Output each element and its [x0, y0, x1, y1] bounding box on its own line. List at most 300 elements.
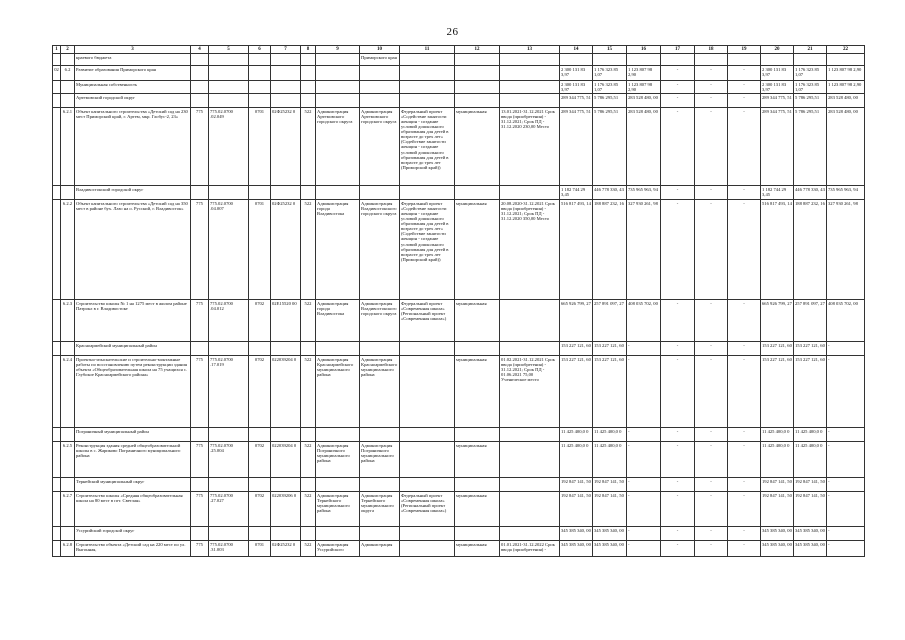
table-cell-col-2: 6.2 — [61, 66, 75, 81]
table-cell-col-7 — [271, 342, 301, 356]
table-cell-col-8 — [301, 428, 316, 442]
table-cell-col-14: 345 385 340, 00 — [560, 541, 593, 557]
table-row — [53, 527, 865, 541]
table-cell-col-20: 289 344 775, 51 — [761, 108, 794, 186]
table-cell-col-3: Муниципальная собственность — [75, 81, 191, 94]
table-row — [53, 478, 865, 492]
table-cell-col-11 — [400, 527, 455, 541]
column-number-18: 18 — [695, 46, 728, 54]
table-cell-col-21: 345 385 340, 00 — [794, 527, 827, 541]
table-cell-col-20 — [761, 54, 794, 66]
table-cell-col-14: 192 847 141, 50 — [560, 492, 593, 527]
table-cell-col-11: Федеральный проект «Содействие занятости женщин - создание условий дошкольного образования для детей в возрасте до трех лет» (Содействие занятости женщин - создание условий дошкольного образования для детей в возрасте до трех лет (Приморский край)) — [400, 200, 455, 300]
table-cell-col-10 — [360, 478, 400, 492]
table-cell-col-1 — [53, 442, 61, 478]
table-cell-col-17: - — [661, 356, 695, 428]
table-cell-col-9: Администрация города Владивостока — [316, 300, 360, 342]
table-cell-col-15: 345 385 340, 00 — [593, 527, 627, 541]
table-cell-col-11 — [400, 186, 455, 200]
table-cell-col-4 — [191, 66, 209, 81]
table-cell-col-22: - — [827, 342, 865, 356]
table-cell-col-7: 02Ф25232 0 — [271, 200, 301, 300]
table-cell-col-3: Объект капитального строительства «Детский сад на 230 мест Приморский край, г. Артем, мкр. Глобус-2, 23» — [75, 108, 191, 186]
table-cell-col-9 — [316, 428, 360, 442]
table-cell-col-16: 1 123 807 98 2,90 — [627, 81, 661, 94]
table-cell-col-17: - — [661, 478, 695, 492]
table-cell-col-8: 522 — [301, 492, 316, 527]
table-cell-col-15: 11 425 400,0 0 — [593, 428, 627, 442]
table-cell-col-15: 192 847 141, 50 — [593, 492, 627, 527]
table-cell-col-1 — [53, 527, 61, 541]
table-cell-col-2 — [61, 527, 75, 541]
table-cell-col-20: 2 300 131 83 3,97 — [761, 81, 794, 94]
table-cell-col-3: Строительство объекта «Детский сад на 220 мест по ул. Выгонная, — [75, 541, 191, 557]
table-cell-col-20: 192 847 141, 50 — [761, 492, 794, 527]
table-cell-col-12: муниципальная — [455, 541, 500, 557]
column-number-16: 16 — [627, 46, 661, 54]
table-cell-col-4 — [191, 428, 209, 442]
table-cell-col-15: 5 786 295,51 — [593, 94, 627, 108]
table-cell-col-17: - — [661, 428, 695, 442]
table-cell-col-1 — [53, 478, 61, 492]
table-cell-col-21: 153 227 121, 60 — [794, 342, 827, 356]
table-cell-col-19: - — [728, 94, 761, 108]
table-cell-col-22: 283 528 480, 00 — [827, 108, 865, 186]
table-cell-col-3: Реконструкция здания средней общеобразовательной школы в с. Жариково Пограничного муниципального района — [75, 442, 191, 478]
table-cell-col-10: Администрация — [360, 541, 400, 557]
table-cell-col-10: Администрация Владивостокского городского округа — [360, 300, 400, 342]
table-cell-col-8: 522 — [301, 200, 316, 300]
table-cell-col-14: 665 926 799, 27 — [560, 300, 593, 342]
table-cell-col-10 — [360, 94, 400, 108]
table-cell-col-11 — [400, 342, 455, 356]
table-cell-col-7: 02Е15520 00 — [271, 300, 301, 342]
table-cell-col-15: 153 227 121, 60 — [593, 356, 627, 428]
table-cell-col-6: 0702 — [249, 356, 271, 428]
table-cell-col-13 — [500, 428, 560, 442]
table-row — [53, 342, 865, 356]
table-cell-col-21: 5 786 295,51 — [794, 94, 827, 108]
table-cell-col-17: - — [661, 81, 695, 94]
table-cell-col-22: - — [827, 541, 865, 557]
column-number-13: 13 — [500, 46, 560, 54]
table-cell-col-21: 192 847 141, 50 — [794, 478, 827, 492]
table-cell-col-13 — [500, 54, 560, 66]
table-cell-col-2: 6.2.4 — [61, 356, 75, 428]
table-cell-col-15: 11 425 400,0 0 — [593, 442, 627, 478]
table-cell-col-20: 345 385 340, 00 — [761, 541, 794, 557]
table-cell-col-22: 327 930 261, 98 — [827, 200, 865, 300]
table-cell-col-3: Тернейский муниципальный округ — [75, 478, 191, 492]
table-cell-col-16: 1 123 807 98 2,90 — [627, 66, 661, 81]
table-cell-col-2 — [61, 54, 75, 66]
table-cell-col-8 — [301, 478, 316, 492]
table-cell-col-16: 283 528 480, 00 — [627, 108, 661, 186]
table-cell-col-11: Федеральный проект «Современная школа» (Региональный проект «Современная школа») — [400, 492, 455, 527]
table-cell-col-3: Строительство школы № 1 на 1275 мест в жилом районе Патрокл в г. Владивостоке — [75, 300, 191, 342]
table-row — [53, 492, 865, 527]
table-cell-col-2 — [61, 478, 75, 492]
table-cell-col-8 — [301, 342, 316, 356]
table-cell-col-3: Владивостокский городской округ — [75, 186, 191, 200]
table-cell-col-11 — [400, 541, 455, 557]
table-cell-col-3: Строительство школы «Средняя общеобразовательная школа на 80 мест в пгт. Светлая» — [75, 492, 191, 527]
table-cell-col-11: Федеральный проект «Современная школа» (Региональный проект «Современная школа») — [400, 300, 455, 342]
table-cell-col-7: 022039204 0 — [271, 356, 301, 428]
table-cell-col-7: 02Ф25232 0 — [271, 108, 301, 186]
table-cell-col-2 — [61, 94, 75, 108]
table-cell-col-1 — [53, 200, 61, 300]
table-cell-col-16: - — [627, 428, 661, 442]
table-cell-col-20: 665 926 799, 27 — [761, 300, 794, 342]
table-cell-col-9: Администрация Уссурийского — [316, 541, 360, 557]
table-cell-col-5: 775.02.0700 .04.007 — [209, 200, 249, 300]
table-cell-col-1 — [53, 300, 61, 342]
table-cell-col-21: 188 887 232, 16 — [794, 200, 827, 300]
table-cell-col-6 — [249, 186, 271, 200]
table-cell-col-12 — [455, 54, 500, 66]
table-cell-col-22: 408 035 702, 00 — [827, 300, 865, 342]
table-cell-col-1 — [53, 186, 61, 200]
table-cell-col-13: 13.01.2021-31.12.2021 Срок ввода (приобретения) - 31.12.2021; Срок ПД - 31.12.2020 230,00 Место — [500, 108, 560, 186]
table-cell-col-12: муниципальная — [455, 108, 500, 186]
table-cell-col-9: Администрация города Владивостока — [316, 200, 360, 300]
table-cell-col-6 — [249, 478, 271, 492]
table-cell-col-12 — [455, 342, 500, 356]
table-cell-col-12 — [455, 66, 500, 81]
table-cell-col-8: 522 — [301, 108, 316, 186]
table-cell-col-4 — [191, 478, 209, 492]
table-cell-col-22: - — [827, 356, 865, 428]
table-cell-col-5 — [209, 527, 249, 541]
table-cell-col-2: 6.2.2 — [61, 200, 75, 300]
table-cell-col-11 — [400, 478, 455, 492]
table-cell-col-17: - — [661, 200, 695, 300]
table-cell-col-18: - — [695, 527, 728, 541]
table-cell-col-6 — [249, 527, 271, 541]
table-cell-col-13 — [500, 300, 560, 342]
table-cell-col-3: Уссурийский городской округ — [75, 527, 191, 541]
column-number-20: 20 — [761, 46, 794, 54]
table-cell-col-18: - — [695, 428, 728, 442]
table-cell-col-16: 735 965 963, 94 — [627, 186, 661, 200]
table-row — [53, 94, 865, 108]
table-cell-col-13 — [500, 492, 560, 527]
table-cell-col-12 — [455, 478, 500, 492]
table-cell-col-5: 775.02.0700 .27.027 — [209, 492, 249, 527]
table-cell-col-8 — [301, 81, 316, 94]
table-cell-col-9 — [316, 66, 360, 81]
column-number-14: 14 — [560, 46, 593, 54]
table-cell-col-8 — [301, 54, 316, 66]
table-cell-col-9 — [316, 527, 360, 541]
table-cell-col-7 — [271, 186, 301, 200]
table-cell-col-9 — [316, 81, 360, 94]
table-row — [53, 541, 865, 557]
table-cell-col-2: 6.2.7 — [61, 492, 75, 527]
table-row — [53, 66, 865, 81]
table-cell-col-3: Объект капитального строительства «Детский сад на 350 мест в районе бух. Лазо на о. Русский, г. Владивосток» — [75, 200, 191, 300]
table-cell-col-20: 345 385 340, 00 — [761, 527, 794, 541]
table-cell-col-17: - — [661, 342, 695, 356]
table-cell-col-19: - — [728, 541, 761, 557]
column-number-22: 22 — [827, 46, 865, 54]
table-cell-col-4 — [191, 342, 209, 356]
table-cell-col-19: - — [728, 342, 761, 356]
table-cell-col-11 — [400, 81, 455, 94]
table-cell-col-4 — [191, 54, 209, 66]
table-cell-col-7: 022039204 0 — [271, 442, 301, 478]
table-cell-col-14: 516 817 493, 14 — [560, 200, 593, 300]
table-cell-col-18: - — [695, 300, 728, 342]
table-cell-col-2 — [61, 81, 75, 94]
table-cell-col-18: - — [695, 492, 728, 527]
table-cell-col-14: 289 344 775, 51 — [560, 94, 593, 108]
column-number-row — [53, 46, 865, 54]
table-cell-col-19: - — [728, 356, 761, 428]
table-cell-col-8: 522 — [301, 442, 316, 478]
table-cell-col-14 — [560, 54, 593, 66]
page-number: 26 — [446, 26, 459, 38]
table-cell-col-17 — [661, 54, 695, 66]
table-cell-col-17: - — [661, 442, 695, 478]
table-cell-col-22: - — [827, 442, 865, 478]
table-cell-col-1 — [53, 428, 61, 442]
table-cell-col-18: - — [695, 81, 728, 94]
table-cell-col-17: - — [661, 541, 695, 557]
table-cell-col-21: 5 786 295,51 — [794, 108, 827, 186]
table-row — [53, 428, 865, 442]
table-cell-col-14: 2 300 131 83 3,97 — [560, 81, 593, 94]
table-cell-col-4: 775 — [191, 541, 209, 557]
table-cell-col-20: 11 425 400,0 0 — [761, 428, 794, 442]
table-cell-col-1: 02 — [53, 66, 61, 81]
table-cell-col-10: Администрация Артемовского городского округа — [360, 108, 400, 186]
table-cell-col-9 — [316, 94, 360, 108]
table-cell-col-19: - — [728, 108, 761, 186]
column-number-8: 8 — [301, 46, 316, 54]
table-cell-col-10: Администрация Красноармейского муниципального района — [360, 356, 400, 428]
table-cell-col-16: - — [627, 442, 661, 478]
table-cell-col-2: 6.2.3 — [61, 300, 75, 342]
table-cell-col-9 — [316, 478, 360, 492]
table-cell-col-21: 1 176 323 85 1,07 — [794, 66, 827, 81]
table-cell-col-12: муниципальная — [455, 442, 500, 478]
table-cell-col-16 — [627, 54, 661, 66]
table-cell-col-6: 0701 — [249, 200, 271, 300]
table-cell-col-5 — [209, 94, 249, 108]
table-row — [53, 54, 865, 66]
table-cell-col-8: 522 — [301, 541, 316, 557]
table-cell-col-14: 192 847 141, 50 — [560, 478, 593, 492]
table-cell-col-5 — [209, 66, 249, 81]
table-cell-col-7 — [271, 478, 301, 492]
table-cell-col-22: 1 123 807 98 2,90 — [827, 81, 865, 94]
table-cell-col-18 — [695, 54, 728, 66]
table-cell-col-19: - — [728, 66, 761, 81]
table-cell-col-22: 735 965 963, 94 — [827, 186, 865, 200]
column-number-11: 11 — [400, 46, 455, 54]
table-row — [53, 186, 865, 200]
table-cell-col-5: 775.02.0700 .25.004 — [209, 442, 249, 478]
column-number-3: 3 — [75, 46, 191, 54]
table-cell-col-10: Администрация Владивостокского городского округа — [360, 200, 400, 300]
table-cell-col-5 — [209, 478, 249, 492]
column-number-2: 2 — [61, 46, 75, 54]
table-cell-col-1 — [53, 356, 61, 428]
table-cell-col-8 — [301, 94, 316, 108]
table-cell-col-3: Пограничный муниципальный район — [75, 428, 191, 442]
table-cell-col-10 — [360, 186, 400, 200]
table-cell-col-8 — [301, 186, 316, 200]
table-cell-col-17: - — [661, 186, 695, 200]
table-cell-col-6: 0702 — [249, 492, 271, 527]
table-cell-col-16: - — [627, 478, 661, 492]
table-cell-col-2: 6.2.5 — [61, 442, 75, 478]
table-cell-col-17: - — [661, 66, 695, 81]
table-cell-col-22: - — [827, 478, 865, 492]
table-cell-col-21: 257 891 097, 27 — [794, 300, 827, 342]
table-cell-col-13: 01.01.2021-31.12.2022 Срок ввода (приобретения) - — [500, 541, 560, 557]
table-cell-col-22: - — [827, 428, 865, 442]
table-cell-col-8 — [301, 527, 316, 541]
table-row — [53, 81, 865, 94]
table-cell-col-13 — [500, 342, 560, 356]
column-number-10: 10 — [360, 46, 400, 54]
table-cell-col-16: 283 528 480, 00 — [627, 94, 661, 108]
table-cell-col-2: 6.2.8 — [61, 541, 75, 557]
table-row — [53, 300, 865, 342]
table-cell-col-1 — [53, 81, 61, 94]
table-cell-col-21: 345 385 340, 00 — [794, 541, 827, 557]
column-number-9: 9 — [316, 46, 360, 54]
table-cell-col-16: 408 035 702, 00 — [627, 300, 661, 342]
table-cell-col-21: 153 227 121, 60 — [794, 356, 827, 428]
column-number-7: 7 — [271, 46, 301, 54]
table-cell-col-2: 6.2.1 — [61, 108, 75, 186]
table-cell-col-19: - — [728, 200, 761, 300]
table-cell-col-11: Федеральный проект «Содействие занятости женщин - создание условий дошкольного образования для детей в возрасте до трех лет» (Содействие занятости женщин - создание условий дошкольного образования для детей в возрасте до трех лет (Приморский край)) — [400, 108, 455, 186]
table-cell-col-16: - — [627, 342, 661, 356]
table-cell-col-12 — [455, 428, 500, 442]
table-cell-col-15: 1 176 323 85 1,07 — [593, 81, 627, 94]
table-cell-col-6 — [249, 428, 271, 442]
table-cell-col-10 — [360, 81, 400, 94]
table-cell-col-20: 2 300 131 83 3,97 — [761, 66, 794, 81]
table-cell-col-14: 2 300 131 83 3,97 — [560, 66, 593, 81]
table-cell-col-21: 192 847 141, 50 — [794, 492, 827, 527]
column-number-15: 15 — [593, 46, 627, 54]
table-cell-col-19: - — [728, 478, 761, 492]
table-cell-col-14: 153 227 121, 60 — [560, 356, 593, 428]
table-cell-col-14: 153 227 121, 60 — [560, 342, 593, 356]
table-cell-col-7 — [271, 428, 301, 442]
table-cell-col-13: 20.08.2020-31.12.2021 Срок ввода (приобретения) - 31.12.2021; Срок ПД - 31.12.2020 350,00 Место — [500, 200, 560, 300]
table-cell-col-11 — [400, 428, 455, 442]
table-cell-col-9 — [316, 186, 360, 200]
column-number-4: 4 — [191, 46, 209, 54]
table-cell-col-12 — [455, 527, 500, 541]
table-cell-col-10: Администрация Пограничного муниципального района — [360, 442, 400, 478]
column-number-6: 6 — [249, 46, 271, 54]
table-cell-col-1 — [53, 492, 61, 527]
table-cell-col-18: - — [695, 356, 728, 428]
table-cell-col-13 — [500, 527, 560, 541]
table-cell-col-18: - — [695, 342, 728, 356]
table-cell-col-17: - — [661, 492, 695, 527]
table-cell-col-10 — [360, 66, 400, 81]
table-cell-col-4: 775 — [191, 108, 209, 186]
table-cell-col-2 — [61, 428, 75, 442]
table-cell-col-19: - — [728, 300, 761, 342]
table-cell-col-6 — [249, 66, 271, 81]
table-cell-col-6: 0701 — [249, 108, 271, 186]
table-cell-col-19: - — [728, 81, 761, 94]
table-cell-col-7: 022039206 0 — [271, 492, 301, 527]
table-cell-col-16: 327 930 261, 98 — [627, 200, 661, 300]
table-cell-col-22: - — [827, 527, 865, 541]
table-cell-col-6: 0701 — [249, 541, 271, 557]
table-cell-col-12 — [455, 81, 500, 94]
table-cell-col-18: - — [695, 478, 728, 492]
table-cell-col-13 — [500, 186, 560, 200]
table-cell-col-5: 775.02.0700 .04.012 — [209, 300, 249, 342]
table-cell-col-4: 775 — [191, 300, 209, 342]
table-cell-col-19: - — [728, 428, 761, 442]
table-cell-col-15: 446 778 330, 43 — [593, 186, 627, 200]
table-cell-col-21: 1 176 323 85 1,07 — [794, 81, 827, 94]
table-cell-col-11 — [400, 442, 455, 478]
budget-table — [52, 45, 865, 557]
table-cell-col-12: муниципальная — [455, 356, 500, 428]
table-cell-col-20: 289 344 775, 51 — [761, 94, 794, 108]
table-cell-col-18: - — [695, 541, 728, 557]
table-cell-col-6: 0702 — [249, 300, 271, 342]
column-number-17: 17 — [661, 46, 695, 54]
table-cell-col-7 — [271, 527, 301, 541]
table-row — [53, 442, 865, 478]
table-cell-col-13 — [500, 478, 560, 492]
table-row — [53, 200, 865, 300]
table-cell-col-21: 11 425 400,0 0 — [794, 428, 827, 442]
table-cell-col-5 — [209, 186, 249, 200]
table-cell-col-1 — [53, 541, 61, 557]
table-cell-col-4: 775 — [191, 356, 209, 428]
table-cell-col-4 — [191, 94, 209, 108]
table-cell-col-12: муниципальная — [455, 492, 500, 527]
table-cell-col-14: 1 182 744 29 3,45 — [560, 186, 593, 200]
table-cell-col-9 — [316, 54, 360, 66]
column-number-1: 1 — [53, 46, 61, 54]
table-cell-col-4 — [191, 186, 209, 200]
table-cell-col-18: - — [695, 108, 728, 186]
table-cell-col-4 — [191, 81, 209, 94]
table-cell-col-1 — [53, 108, 61, 186]
table-cell-col-10: Администрация Тернейского муниципального округа — [360, 492, 400, 527]
table-row — [53, 108, 865, 186]
table-cell-col-18: - — [695, 442, 728, 478]
table-cell-col-5: 775.02.0700 .31.003 — [209, 541, 249, 557]
table-cell-col-17: - — [661, 108, 695, 186]
table-cell-col-10 — [360, 527, 400, 541]
table-cell-col-18: - — [695, 66, 728, 81]
table-cell-col-3: Развитие образования Приморского края — [75, 66, 191, 81]
table-cell-col-21: 11 425 400,0 0 — [794, 442, 827, 478]
table-cell-col-3: Проектно-изыскательские и строительно-монтажные работы по восстановлению путем реконструкции здания объекта «Общеобразовательная школа на 75 учащихся с. Глубокое Красноармейского района» — [75, 356, 191, 428]
table-cell-col-5 — [209, 342, 249, 356]
table-cell-col-20: 516 817 493, 14 — [761, 200, 794, 300]
table-cell-col-6 — [249, 54, 271, 66]
